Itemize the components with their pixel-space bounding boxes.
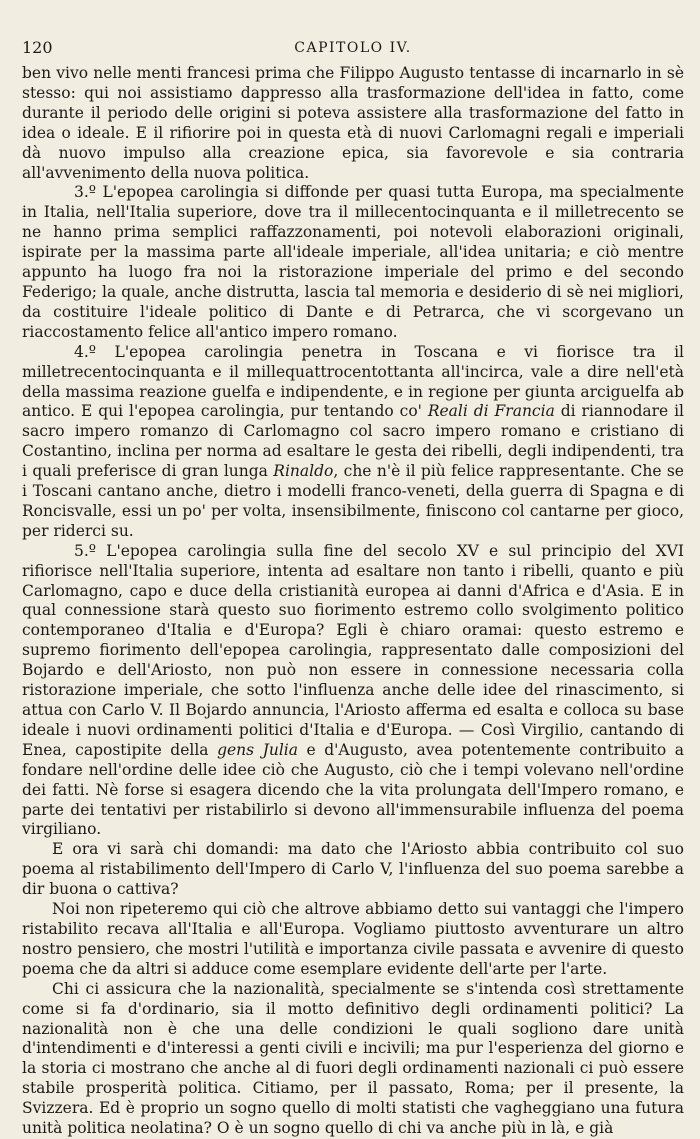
paragraph-point-4: 4.º L'epopea carolingia penetra in Toscana e vi fiorisce tra il milletrecentocinquanta e il millequattrocentottanta all'incirca, vale a dire nell'età della massima reazione guelfa e indipendente, e in regione per giunta arciguelfa ab antico. E qui l'epopea carolingia, pur tentando co' Reali di Francia di riannodare il sacro impero romanzo di Carlomagno col sacro impero romano e cristiano di Costantino, inclina per norma ad esaltare le gesta dei ribelli, degli indipendenti, tra i quali preferisce di gran lunga Rinaldo, che n'è il più felice rappresentante. Che se i Toscani cantano anche, dietro i modelli franco-veneti, della guerra di Spagna e di Roncisvalle, essi un po' per volta, insensibilmente, finiscono col cantarne per gioco, per riderci su. bbox=[22, 342, 685, 540]
italic-latin: gens Julia bbox=[217, 740, 298, 759]
paragraph-question: E ora vi sarà chi domandi: ma dato che l'Ariosto abbia contribuito col suo poema al ristabilimento dell'Impero di Carlo V, l'influenza del suo poema sarebbe a dir buona o cattiva? bbox=[22, 840, 684, 899]
paragraph-point-5: 5.º L'epopea carolingia sulla fine del secolo XV e sul principio del XVI rifiorisce nell'Italia superiore, intenta ad esaltare non tanto i ribelli, quanto e più Carlomagno, capo e duce della cristianità europea ai danni d'Africa e d'Asia. E in qual connessione starà questo suo fiorimento estremo collo svolgimento politico contemporaneo d'Italia e d'Europa? Egli è chiaro oramai: questo estremo e supremo fiorimento dell'epopea carolingia, rappresentato dalle composizioni del Bojardo e dell'Ariosto, non può non essere in connessione necessaria colla ristorazione imperiale, che sotto l'influenza anche delle idee del rinascimento, si attua con Carlo V. Il Bojardo annuncia, l'Ariosto afferma ed esalta e colloca su base ideale i nuovi ordinamenti politici d'Italia e d'Europa. — Così Virgilio, cantando di Enea, capostipite della gens Julia e d'Augusto, avea potentemente contribuito a fondare nell'ordine delle idee ciò che Augusto, ciò che i tempi volevano nell'ordine dei fatti. Nè forse si esagera dicendo che la vita prolungata dell'Impero romano, e parte dei tentativi per ristabilirlo si devono all'immensurabile influenza del poema virgiliano. bbox=[22, 541, 685, 839]
page-number: 120 bbox=[22, 38, 53, 57]
paragraph-point-3: 3.º L'epopea carolingia si diffonde per quasi tutta Europa, ma specialmente in Italia, nell'Italia superiore, dove tra il millecentocinquanta e il milletrecento se ne hanno prima semplici raffazzonamenti, poi notevoli elaborazioni originali, ispirate per la massima parte all'ideale imperiale, all'idea unitaria; e ciò mentre appunto ha luogo fra noi la ristorazione imperiale del primo e del secondo Federigo; la quale, anche distrutta, lascia tal memoria e desiderio di sè nei migliori, da costituire l'ideale politico di Dante e di Petrarca, che vi scorgevano un riaccostamento felice all'antico impero romano. bbox=[22, 183, 684, 341]
italic-name: Rinaldo bbox=[273, 462, 334, 481]
paragraph-advantages: Noi non ripeteremo qui ciò che altrove abbiamo detto sui vantaggi che l'impero ristabilito recava all'Italia e all'Europa. Vogliamo piuttosto avventurare un altro nostro pensiero, che mostri l'utilità e importanza civile passata e avvenire di questo poema che da altri si adduce come esemplare evidente dell'arte per l'arte. bbox=[22, 900, 684, 978]
paragraph-nationality: Chi ci assicura che la nazionalità, specialmente se s'intenda così strettamente come si fa d'ordinario, sia il motto definitivo degli ordinamenti politici? La nazionalità non è che una delle condizioni le quali sogliono dare unità d'intendimenti e d'interessi a genti civili e incivili; ma pur l'esperienza del giorno e la storia ci mostrano che anche al di fuori degli ordinamenti nazionali ci può essere stabile prosperità politica. Citiamo, per il passato, Roma; per il presente, la Svizzera. Ed è proprio un sogno quello di molti statisti che vagheggiano una futura unità politica neolatina? O è un sogno quello di chi va anche più in là, e già bbox=[22, 979, 684, 1138]
paragraph-continuation: ben vivo nelle menti francesi prima che Filippo Augusto tentasse di incarnarlo in sè stesso: qui noi assistiamo dappresso alla trasformazione dell'idea in fatto, come durante il periodo delle origini si poteva assistere alla trasformazione del fatto in idea o ideale. E il rifiorire poi in questa età di nuovi Carlomagni regali e imperiali dà nuovo impulso alla creazione epica, sia favorevole e sia contraria all'avvenimento della nuova politica. bbox=[22, 64, 684, 182]
running-title: CAPITOLO IV. bbox=[294, 40, 412, 56]
page-header bbox=[22, 38, 684, 62]
italic-title: Reali di Francia bbox=[427, 402, 555, 421]
body-text bbox=[22, 64, 684, 1139]
